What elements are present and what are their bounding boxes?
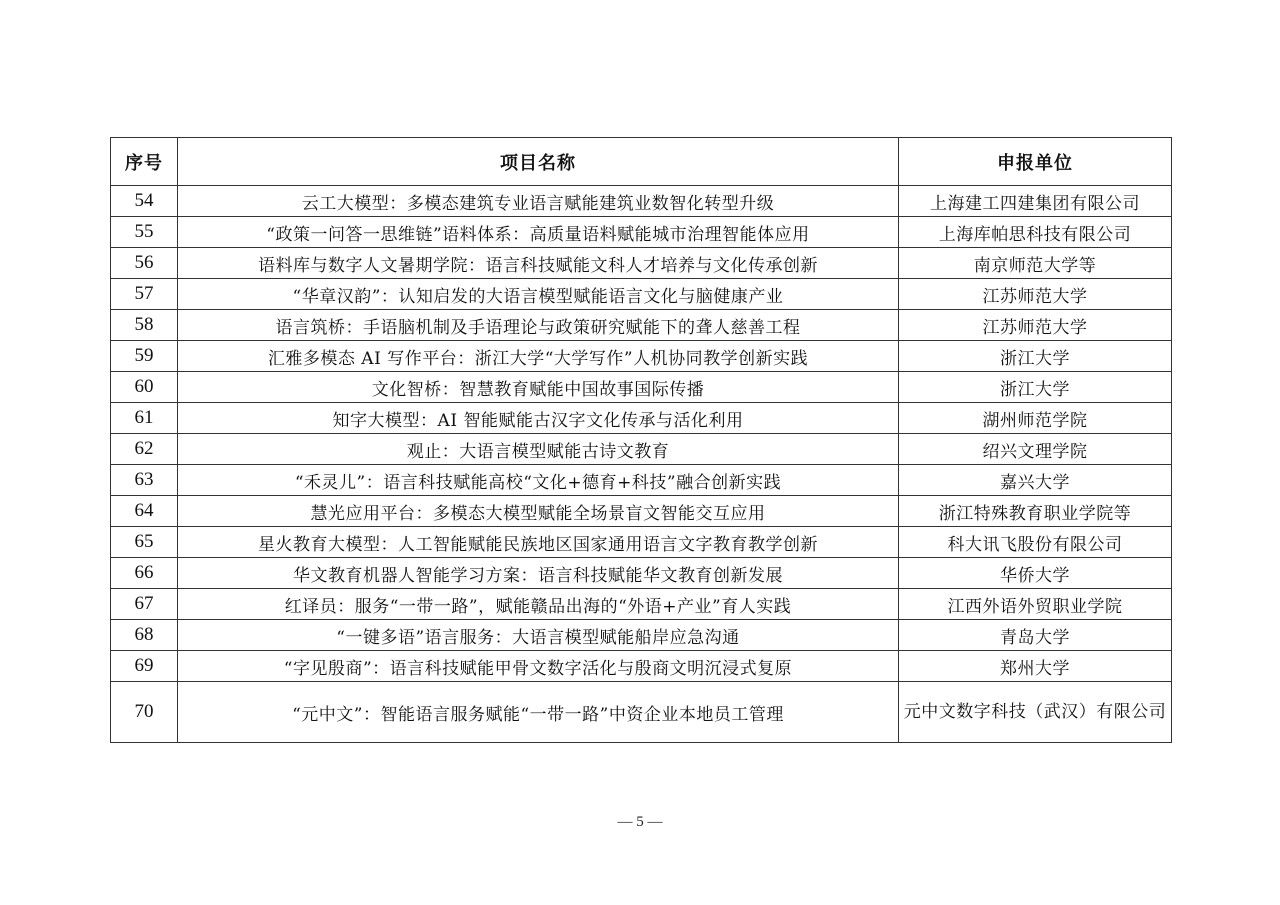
row-project-name: 语言筑桥：手语脑机制及手语理论与政策研究赋能下的聋人慈善工程 — [178, 310, 899, 341]
row-applicant-unit: 郑州大学 — [899, 651, 1172, 682]
row-applicant-unit: 华侨大学 — [899, 558, 1172, 589]
row-applicant-unit: 浙江大学 — [899, 372, 1172, 403]
row-project-name: 文化智桥：智慧教育赋能中国故事国际传播 — [178, 372, 899, 403]
row-index: 59 — [111, 341, 178, 372]
row-applicant-unit: 浙江特殊教育职业学院等 — [899, 496, 1172, 527]
table-row — [111, 341, 1172, 372]
row-applicant-unit: 江苏师范大学 — [899, 310, 1172, 341]
row-index: 60 — [111, 372, 178, 403]
header-applicant-unit: 申报单位 — [899, 138, 1172, 186]
row-project-name: 星火教育大模型：人工智能赋能民族地区国家通用语言文字教育教学创新 — [178, 527, 899, 558]
row-applicant-unit: 上海库帕思科技有限公司 — [899, 217, 1172, 248]
row-project-name: 慧光应用平台：多模态大模型赋能全场景盲文智能交互应用 — [178, 496, 899, 527]
table-row — [111, 248, 1172, 279]
row-project-name: 华文教育机器人智能学习方案：语言科技赋能华文教育创新发展 — [178, 558, 899, 589]
row-applicant-unit: 南京师范大学等 — [899, 248, 1172, 279]
project-table — [110, 137, 1172, 743]
header-index: 序号 — [111, 138, 178, 186]
row-index: 62 — [111, 434, 178, 465]
row-index: 58 — [111, 310, 178, 341]
row-index: 70 — [111, 682, 178, 743]
table-row — [111, 558, 1172, 589]
page-number: — 5 — — [617, 814, 663, 830]
row-index: 64 — [111, 496, 178, 527]
table-row — [111, 620, 1172, 651]
table-row — [111, 434, 1172, 465]
row-project-name: 知字大模型：AI 智能赋能古汉字文化传承与活化利用 — [178, 403, 899, 434]
row-project-name: 语料库与数字人文暑期学院：语言科技赋能文科人才培养与文化传承创新 — [178, 248, 899, 279]
row-project-name: “政策一问答一思维链”语料体系：高质量语料赋能城市治理智能体应用 — [178, 217, 899, 248]
table-row — [111, 186, 1172, 217]
table-row — [111, 651, 1172, 682]
table-row — [111, 527, 1172, 558]
table-row — [111, 310, 1172, 341]
row-project-name: 云工大模型：多模态建筑专业语言赋能建筑业数智化转型升级 — [178, 186, 899, 217]
row-index: 65 — [111, 527, 178, 558]
table-row — [111, 465, 1172, 496]
row-project-name: 观止：大语言模型赋能古诗文教育 — [178, 434, 899, 465]
row-project-name: “一键多语”语言服务：大语言模型赋能船岸应急沟通 — [178, 620, 899, 651]
row-index: 67 — [111, 589, 178, 620]
table-row — [111, 372, 1172, 403]
header-project-name: 项目名称 — [178, 138, 899, 186]
table-row — [111, 496, 1172, 527]
row-applicant-unit: 科大讯飞股份有限公司 — [899, 527, 1172, 558]
row-index: 61 — [111, 403, 178, 434]
row-index: 63 — [111, 465, 178, 496]
row-index: 55 — [111, 217, 178, 248]
table-row — [111, 279, 1172, 310]
row-applicant-unit: 湖州师范学院 — [899, 403, 1172, 434]
row-applicant-unit: 浙江大学 — [899, 341, 1172, 372]
row-project-name: 汇雅多模态 AI 写作平台：浙江大学“大学写作”人机协同教学创新实践 — [178, 341, 899, 372]
row-project-name: “禾灵儿”：语言科技赋能高校“文化+德育+科技”融合创新实践 — [178, 465, 899, 496]
row-applicant-unit: 绍兴文理学院 — [899, 434, 1172, 465]
row-applicant-unit: 江苏师范大学 — [899, 279, 1172, 310]
row-applicant-unit: 上海建工四建集团有限公司 — [899, 186, 1172, 217]
table-row — [111, 403, 1172, 434]
row-applicant-unit: 嘉兴大学 — [899, 465, 1172, 496]
row-index: 69 — [111, 651, 178, 682]
row-index: 57 — [111, 279, 178, 310]
row-project-name: 红译员：服务“一带一路”，赋能赣品出海的“外语+产业”育人实践 — [178, 589, 899, 620]
row-applicant-unit: 元中文数字科技（武汉）有限公司 — [899, 682, 1172, 743]
row-index: 56 — [111, 248, 178, 279]
table-row — [111, 682, 1172, 743]
table-header-row — [111, 138, 1172, 186]
table-row — [111, 217, 1172, 248]
row-project-name: “华章汉韵”：认知启发的大语言模型赋能语言文化与脑健康产业 — [178, 279, 899, 310]
row-index: 54 — [111, 186, 178, 217]
row-applicant-unit: 青岛大学 — [899, 620, 1172, 651]
row-applicant-unit: 江西外语外贸职业学院 — [899, 589, 1172, 620]
row-index: 66 — [111, 558, 178, 589]
table-row — [111, 589, 1172, 620]
row-index: 68 — [111, 620, 178, 651]
row-project-name: “元中文”：智能语言服务赋能“一带一路”中资企业本地员工管理 — [178, 682, 899, 743]
row-project-name: “字见殷商”：语言科技赋能甲骨文数字活化与殷商文明沉浸式复原 — [178, 651, 899, 682]
